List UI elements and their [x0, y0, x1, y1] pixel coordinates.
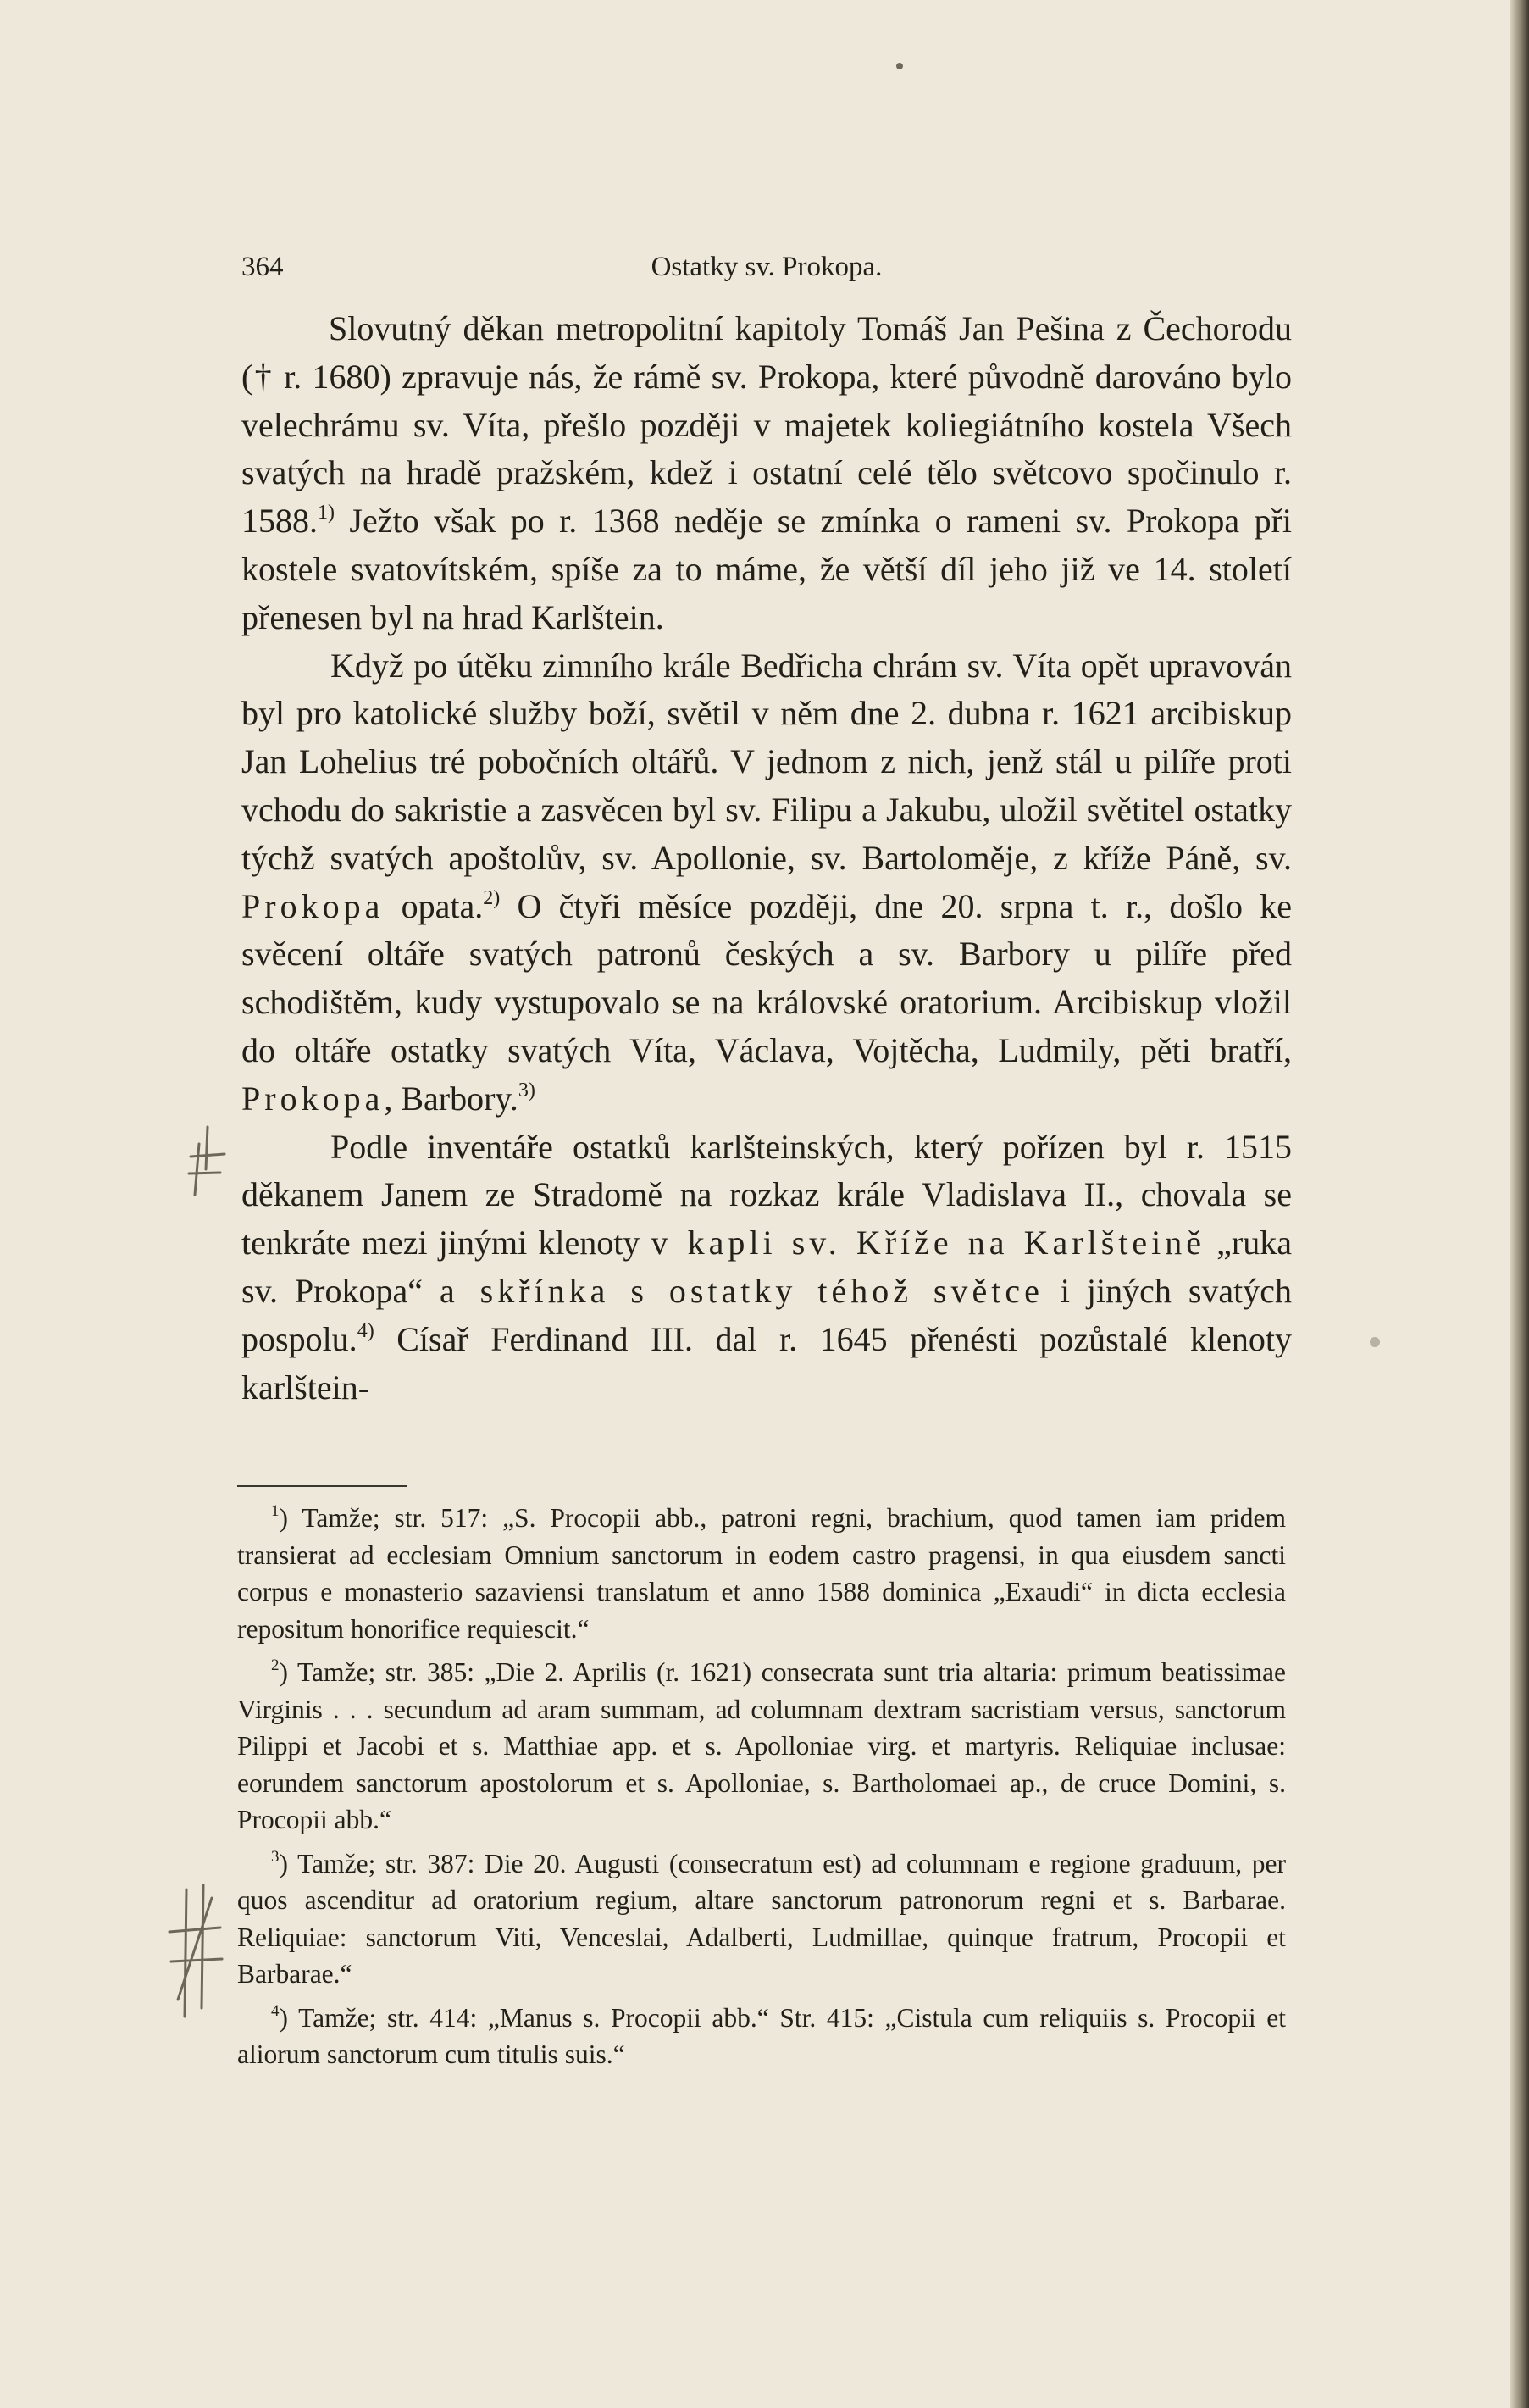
footnote-ref: 3): [518, 1079, 535, 1101]
running-title: Ostatky sv. Prokopa.: [651, 252, 883, 282]
page-edge-shadow: [1510, 0, 1529, 2408]
footnote-ref: 2): [483, 886, 501, 909]
dust-speck: [1370, 1337, 1380, 1347]
paragraph-1: Slovutný děkan metropolitní kapitoly Tomáš Jan Pešina z Čechorodu († r. 1680) zpravuje nás, že rámě sv. Prokopa, které původně darováno bylo velechrámu sv. Víta, přešlo později v majetek koliegiátního kostela Všech svatých na hradě pražském, kdež i ostatní celé tělo světcovo spočinulo r. 1588.$^{1)}$ Ježto však po r. 1368 neděje se zmínka o rameni sv. Prokopa při kostele svatovítském, spíše za to máme, že větší díl jeho již ve 14. století přenesen byl na hrad Karlštein.: [241, 309, 1292, 636]
running-header: [241, 246, 1292, 288]
paragraph-3: Podle inventáře ostatků karlšteinských, který pořízen byl r. 1515 děkanem Janem ze Stradomě na rozkaz krále Vladislava II., chovala se tenkráte mezi jinými klenoty v kapli sv. Kříže na Karlšteině „ruka sv. Prokopa“ a skřínka s ostatky téhož světce i jiných svatých pospolu.$^{4)}$ Císař Ferdinand III. dal r. 1645 přenésti pozůstalé klenoty karlštein-: [241, 1127, 1293, 1407]
emphasis-prokopa: Prokopa: [241, 1079, 385, 1118]
footnote-3: $^3$) Tamže; str. 387: Die 20. Augusti (consecratum est) ad columnam e regione graduum, per quos ascenditur ad oratorium regium, altare sanctorum patronorum regni et s. Barbarae. Reliquiae: sanctorum Viti, Venceslai, Adalberti, Ludmillae, quinque fratrum, Procopii et Barbarae.“: [237, 1847, 1286, 1989]
footnote-4: $^4$) Tamže; str. 414: „Manus s. Procopii abb.“ Str. 415: „Cistula cum reliquiis s. Procopii et aliorum sanctorum cum titulis suis.“: [237, 2001, 1286, 2069]
footnote-ref: 1): [318, 502, 335, 524]
footnote-1: $^1$) Tamže; str. 517: „S. Procopii abb., patroni regni, brachium, quod tamen iam pridem transierat ad ecclesiam Omnium sanctorum in eodem castro pragensi, in qua eiusdem sancti corpus e monasterio sazaviensi translatum et anno 1588 dominica „Exaudi“ in dicta ecclesia repositum honorifice requiescit.“: [237, 1502, 1286, 1644]
emphasis-chapel: v kapli sv. Kříže na Karlšteině: [651, 1223, 1206, 1262]
footnote-ref: 4): [357, 1319, 374, 1342]
paragraph-2: Když po útěku zimního krále Bedřicha chrám sv. Víta opět upravován byl pro katolické služby boží, světil v něm dne 2. dubna r. 1621 arcibiskup Jan Lohelius tré pobočních oltářů. V jednom z nich, jenž stál u pilíře proti vchodu do sakristie a zasvěcen byl sv. Filipu a Jakubu, uložil světitel ostatky týchž svatých apoštolův, sv. Apollonie, sv. Bartoloměje, z kříže Páně, sv. Prokopa opata.$^{2)}$ O čtyři měsíce později, dne 20. srpna t. r., došlo ke svěcení oltáře svatých patronů českých a sv. Barbory u pilíře před schodištěm, kudy vystupovalo se na královské oratorium. Arcibiskup vložil do oltáře ostatky svatých Víta, Václava, Vojtěcha, Ludmily, pěti bratří, Prokopa, Barbory.$^{3)}$: [241, 646, 1292, 1118]
margin-annotation-mark: [161, 1881, 229, 2025]
footnote-rule: [237, 1485, 407, 1487]
page-number: 364: [241, 252, 284, 282]
dust-speck: [896, 63, 903, 69]
emphasis-reliquary: a skřínka s ostatky téhož světce: [439, 1271, 1044, 1310]
footnotes: [237, 1500, 1286, 2080]
footnote-2: $^2$) Tamže; str. 385: „Die 2. Aprilis (r. 1621) consecrata sunt tria altaria: primum beatissimae Virginis . . . secundum ad aram summam, ad columnam dextram sacristiam versus, sanctorum Pilippi et Jacobi et s. Matthiae app. et s. Apolloniae virg. et martyris. Reliquiae inclusae: eorundem sanctorum apostolorum et s. Apolloniae, s. Bartholomaei ap., de cruce Domini, s. Procopii abb.“: [237, 1656, 1286, 1834]
main-text: [241, 305, 1292, 1412]
emphasis-prokopa: Prokopa: [241, 886, 385, 925]
margin-annotation-mark: [174, 1118, 233, 1203]
